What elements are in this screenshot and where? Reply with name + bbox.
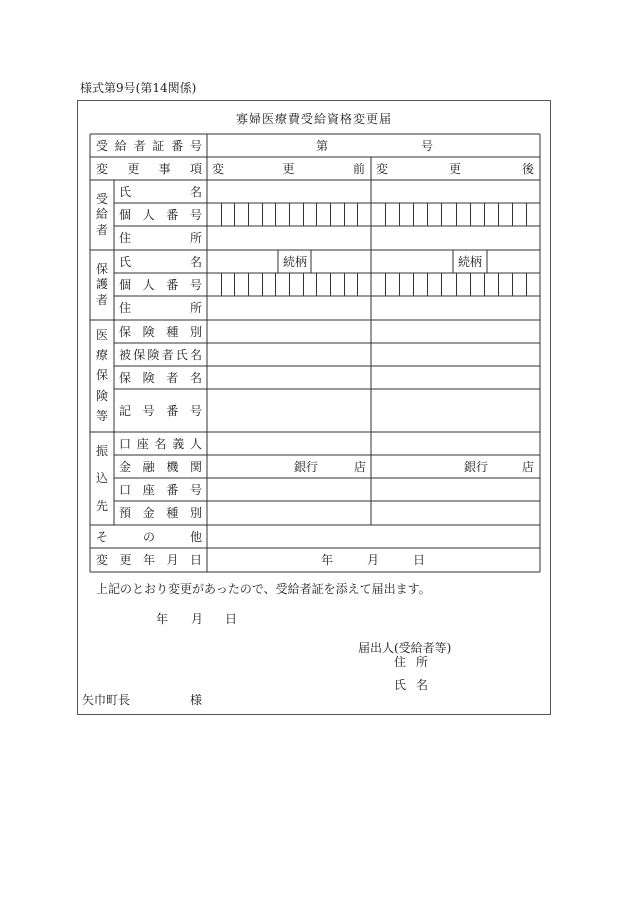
cert-number-go: 号 [421, 139, 434, 153]
guardian-relationship-after-label: 続柄 [458, 255, 483, 269]
submit-date-year: 年 [156, 612, 169, 626]
addressee-mayor: 矢巾町長 [82, 693, 131, 707]
guardian-name-label: 氏 名 [119, 254, 202, 269]
branch-suffix-after: 店 [522, 460, 535, 474]
recipient-name-before-field[interactable] [208, 181, 370, 202]
guardian-address-label: 住 所 [119, 300, 202, 315]
account-holder-label: 口 座 名 義 人 [119, 436, 202, 451]
change-date-label: 変 更 年 月 日 [96, 552, 202, 567]
insurer-name-label: 保 険 者 名 [119, 370, 202, 385]
form-number: 様式第9号(第14関係) [80, 81, 197, 95]
recipient-personal-no-label: 個 人 番 号 [119, 207, 202, 222]
statement-text: 上記のとおり変更があったので、受給者証を添えて届出ます。 [96, 582, 431, 596]
cert-number-dai: 第 [316, 139, 329, 153]
change-date-year: 年 [321, 553, 334, 567]
change-date-month: 月 [367, 553, 380, 567]
bank-label: 金 融 機 関 [119, 459, 202, 474]
cert-number-field[interactable] [335, 137, 415, 155]
change-before-header: 変 更 前 [212, 161, 365, 176]
guardian-relationship-before-label: 続柄 [283, 255, 308, 269]
other-label: そ の 他 [96, 529, 202, 544]
recipient-name-label: 氏 名 [119, 184, 202, 199]
other-field[interactable] [208, 526, 539, 547]
bank-suffix-before: 銀行 [294, 460, 319, 474]
recipient-group-label: 受 給 者 [95, 192, 108, 237]
change-items-label: 変 更 事 項 [96, 161, 202, 176]
submit-date-month: 月 [191, 612, 204, 626]
recipient-name-after-field[interactable] [372, 181, 539, 202]
submit-date-day: 日 [225, 612, 238, 626]
guardian-group-label: 保 護 者 [95, 262, 108, 307]
transfer-group-label: 振 込 先 [95, 444, 108, 513]
insured-name-label: 被 保 険 者 氏 名 [119, 347, 202, 362]
branch-suffix-before: 店 [354, 460, 367, 474]
deposit-type-label: 預 金 種 別 [119, 505, 202, 520]
recipient-address-label: 住 所 [119, 230, 202, 245]
applicant-title: 届出人(受給者等) [358, 641, 452, 655]
change-date-day: 日 [413, 553, 426, 567]
guardian-name-after-field[interactable] [372, 251, 452, 272]
insurance-type-label: 保 険 種 別 [119, 324, 202, 339]
applicant-address-label: 住 所 [394, 654, 428, 669]
addressee-honorific: 様 [190, 693, 203, 707]
applicant-name-label: 氏 名 [394, 677, 428, 692]
recipient-address-after-field[interactable] [372, 227, 539, 249]
insurance-group-label: 医 療 保 険 等 [95, 327, 108, 424]
cert-number-label: 受 給 者 証 番 号 [96, 138, 202, 153]
bank-suffix-after: 銀行 [464, 460, 489, 474]
change-after-header: 変 更 後 [376, 161, 534, 176]
symbol-number-label: 記 号 番 号 [119, 403, 202, 418]
guardian-name-before-field[interactable] [208, 251, 277, 272]
form-title: 寡婦医療費受給資格変更届 [235, 112, 392, 126]
account-number-label: 口 座 番 号 [119, 482, 202, 497]
recipient-address-before-field[interactable] [208, 227, 370, 249]
guardian-personal-no-label: 個 人 番 号 [119, 277, 202, 292]
